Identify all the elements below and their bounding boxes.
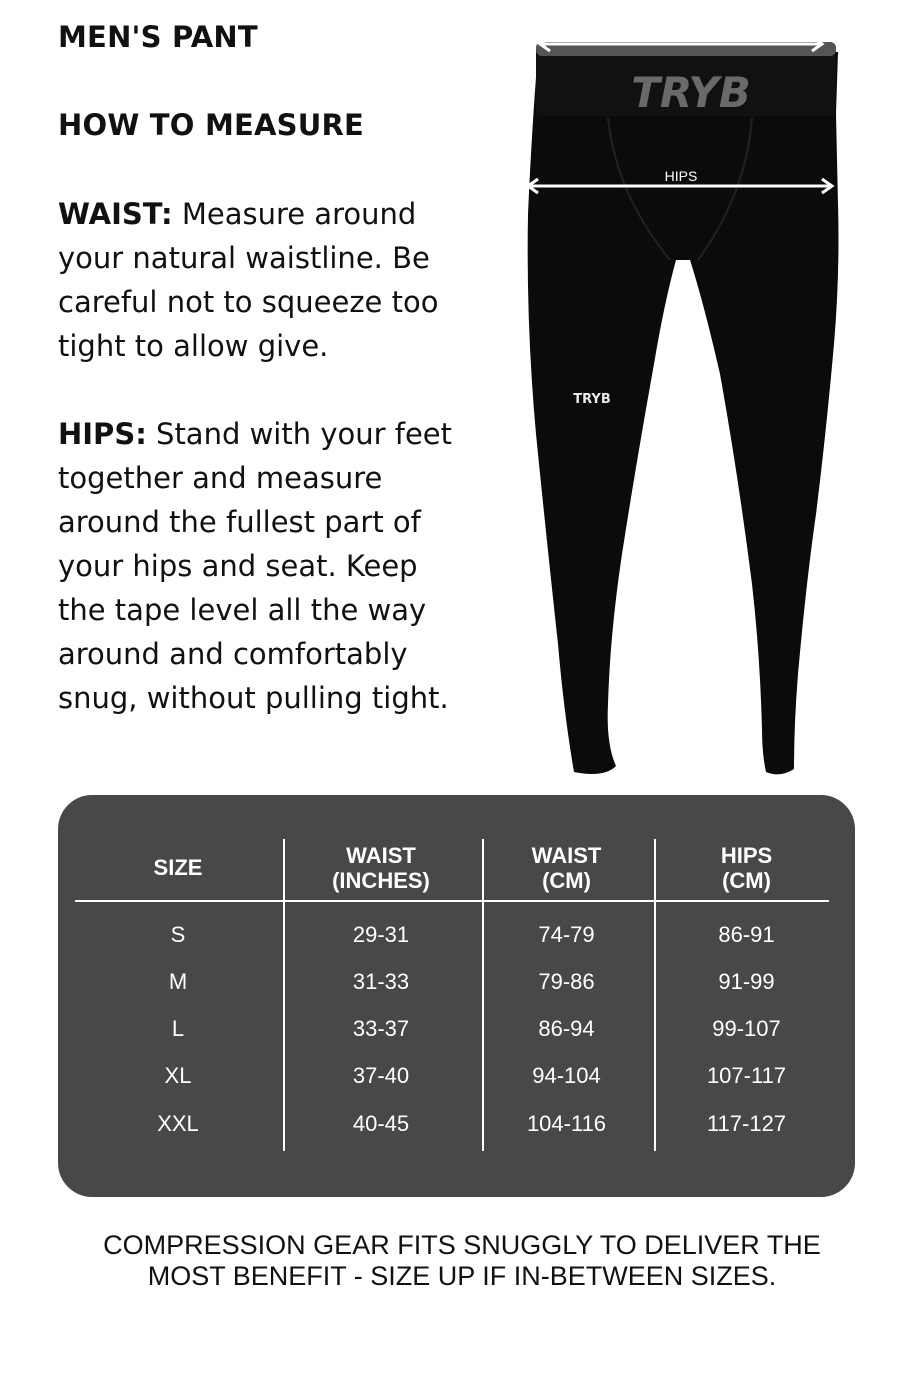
table-cell: XXL [157,1111,199,1136]
waistband-logo: TRYB [631,68,751,117]
table-cell: 117-127 [706,1111,787,1136]
size-chart-table [58,795,855,1197]
table-column-divider [654,839,656,1151]
table-header-hips-cm: HIPS (CM) [720,843,773,893]
table-cell: 86-94 [538,1016,595,1041]
table-cell: 104-116 [526,1111,607,1136]
section-heading: HOW TO MEASURE [58,108,365,142]
table-column-divider [283,839,285,1151]
table-cell: 91-99 [718,969,775,994]
hips-instruction-label: HIPS: [58,417,147,451]
table-header-waist-inches: WAIST (INCHES) [332,843,430,893]
table-header-divider [75,900,829,902]
table-cell: 33-37 [352,1016,410,1041]
table-cell: XL [164,1063,192,1088]
table-column-divider [482,839,484,1151]
table-cell: S [170,922,186,947]
waist-instruction-label: WAIST: [58,197,173,231]
table-cell: 99-107 [712,1016,781,1041]
pants-silhouette [528,52,839,774]
table-header-waist-cm: WAIST (CM) [531,843,602,893]
table-cell: 31-33 [352,969,410,994]
waist-arrow-label: WAIST [659,26,703,42]
hips-instruction-text: Stand with your feet together and measure around the fullest part of your hips and seat. Keep the tape level all the way around and comfortably snug, without pulling tight. [58,417,453,715]
table-cell: M [168,969,188,994]
hips-arrow-label: HIPS [664,168,698,184]
sizing-footnote: COMPRESSION GEAR FITS SNUGGLY TO DELIVER THE MOST BENEFIT - SIZE UP IF IN-BETWEEN SIZES. [103,1230,821,1291]
table-cell: 86-91 [718,922,775,947]
table-cell: 74-79 [538,922,595,947]
pants-figure [508,14,853,784]
thigh-logo: TRYB [573,392,611,407]
waist-instruction-text: Measure around your natural waistline. Be careful not to squeeze too tight to allow give. [58,197,439,363]
waist-instruction [58,192,458,368]
page-title: MEN'S PANT [58,20,258,54]
table-cell: 79-86 [538,969,595,994]
table-cell: 94-104 [532,1063,601,1088]
hips-instruction [58,412,458,720]
table-cell: 40-45 [352,1111,410,1136]
table-header-size: SIZE [153,855,203,880]
table-cell: 107-117 [706,1063,787,1088]
table-cell: 29-31 [352,922,410,947]
table-cell: L [171,1016,185,1041]
table-cell: 37-40 [352,1063,410,1088]
